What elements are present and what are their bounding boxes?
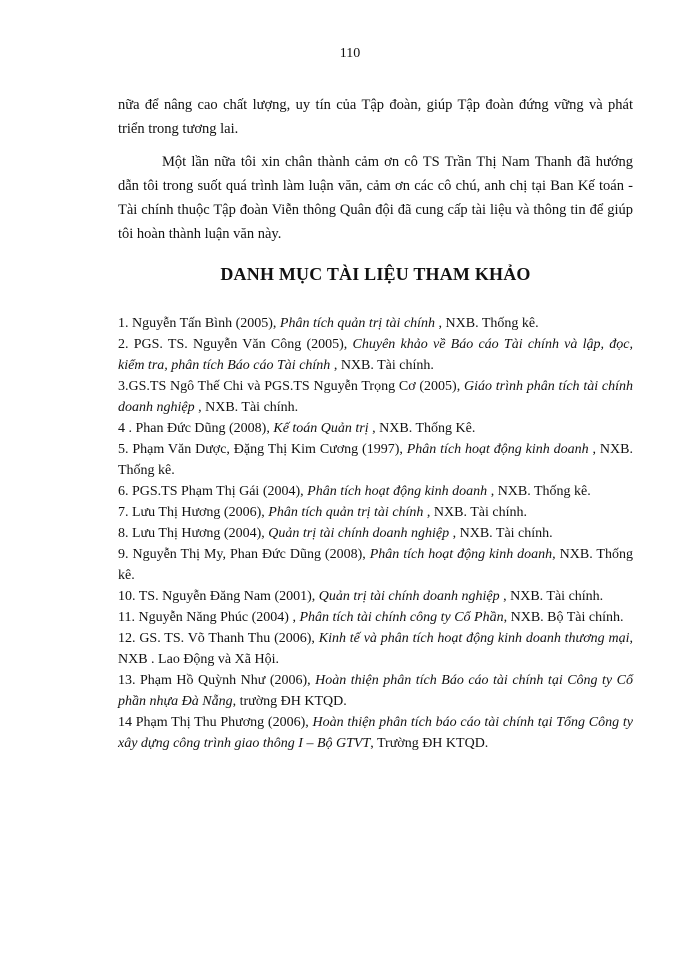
- intro-paragraph-2: Một lần nữa tôi xin chân thành cảm ơn cô TS Trần Thị Nam Thanh đã hướng dẫn tôi trong suốt quá trình làm luận văn, cảm ơn các cô chú, anh chị tại Ban Kế toán - Tài chính thuộc Tập đoàn Viễn thông Quân đội đã cung cấp tài liệu và thông tin để giúp tôi hoàn thành luận văn này.: [118, 154, 633, 242]
- reference-item-9: [118, 544, 633, 586]
- reference-author: 2. PGS. TS. Nguyễn Văn Công (2005),: [118, 337, 353, 352]
- reference-publisher: NXB. Thống kê.: [118, 547, 633, 583]
- reference-publisher: , NXB. Tài chính.: [194, 400, 299, 415]
- reference-publisher: , NXB. Thống kê.: [487, 484, 591, 499]
- reference-title: Kinh tế và phân tích hoạt động kinh doanh thương mại: [318, 631, 630, 646]
- reference-author: 13. Phạm Hồ Quỳnh Như (2006),: [118, 673, 316, 688]
- reference-author: 5. Phạm Văn Dược, Đặng Thị Kim Cương (1997),: [118, 442, 407, 457]
- reference-item-2: [118, 334, 633, 376]
- reference-author: 11. Nguyễn Năng Phúc (2004) ,: [118, 610, 300, 625]
- reference-item-4: [118, 418, 633, 439]
- reference-title: Giáo trình phân tích tài chính doanh nghiệp: [118, 379, 633, 415]
- intro-paragraph-1: nữa để nâng cao chất lượng, uy tín của Tập đoàn, giúp Tập đoàn đứng vững và phát triển trong tương lai.: [118, 97, 633, 137]
- reference-publisher: , NXB. Bộ Tài chính.: [503, 610, 624, 625]
- reference-publisher: , NXB. Tài chính.: [423, 505, 527, 520]
- reference-title: Hoàn thiện phân tích báo cáo tài chính tại Tổng Công ty xây dựng công trình giao thông I – Bộ GTVT: [118, 715, 634, 751]
- reference-author: 14 Phạm Thị Thu Phương (2006),: [118, 715, 313, 730]
- reference-author: 4 . Phan Đức Dũng (2008),: [118, 421, 274, 436]
- reference-item-11: [118, 607, 633, 628]
- references-heading: DANH MỤC TÀI LIỆU THAM KHẢO: [220, 264, 531, 284]
- reference-item-7: [118, 502, 633, 523]
- reference-title: Quản trị tài chính doanh nghiệp: [318, 589, 500, 604]
- reference-author: 8. Lưu Thị Hương (2004),: [118, 526, 269, 541]
- reference-author: 6. PGS.TS Phạm Thị Gái (2004),: [118, 484, 308, 499]
- reference-title: Phân tích hoạt động kinh doanh: [307, 484, 488, 499]
- references-list: [118, 313, 633, 754]
- reference-title: Kế toán Quản trị: [273, 421, 369, 436]
- reference-item-8: [118, 523, 633, 544]
- reference-title: Phân tích tài chính công ty Cổ Phần: [299, 610, 504, 625]
- reference-publisher: , trường ĐH KTQD.: [232, 694, 347, 709]
- reference-item-14: [118, 712, 633, 754]
- reference-item-13: [118, 670, 633, 712]
- reference-title: Quản trị tài chính doanh nghiệp: [268, 526, 450, 541]
- reference-author: 10. TS. Nguyễn Đăng Nam (2001),: [118, 589, 319, 604]
- reference-author: 12. GS. TS. Võ Thanh Thu (2006),: [118, 631, 319, 646]
- reference-publisher: , NXB. Thống kê.: [435, 316, 539, 331]
- reference-publisher: , NXB. Tài chính.: [499, 589, 604, 604]
- reference-item-12: [118, 628, 633, 670]
- reference-publisher: , NXB . Lao Động và Xã Hội.: [118, 631, 633, 667]
- reference-publisher: , NXB. Thống kê.: [118, 442, 633, 478]
- reference-item-6: [118, 481, 633, 502]
- reference-publisher: , NXB. Thống Kê.: [368, 421, 476, 436]
- reference-author: 3.GS.TS Ngô Thế Chi và PGS.TS Nguyễn Trọng Cơ (2005),: [118, 379, 464, 394]
- page-number: 110: [339, 46, 361, 61]
- reference-publisher: , NXB. Tài chính.: [330, 358, 434, 373]
- intro-section: [118, 93, 633, 255]
- reference-author: 1. Nguyễn Tấn Bình (2005),: [118, 316, 280, 331]
- reference-title: Phân tích hoạt động kinh doanh: [406, 442, 589, 457]
- reference-title: Hoàn thiện phân tích Báo cáo tài chính tại Công ty Cổ phần nhựa Đà Nẵng: [118, 673, 633, 709]
- reference-title: Phân tích quản trị tài chính: [279, 316, 436, 331]
- reference-publisher: , Trường ĐH KTQD.: [370, 736, 489, 751]
- reference-item-5: [118, 439, 633, 481]
- reference-title: Phân tích hoạt động kinh doanh,: [369, 547, 556, 562]
- reference-item-10: [118, 586, 633, 607]
- reference-publisher: , NXB. Tài chính.: [449, 526, 553, 541]
- reference-author: 9. Nguyễn Thị My, Phan Đức Dũng (2008),: [118, 547, 370, 562]
- reference-title: Phân tích quản trị tài chính: [268, 505, 424, 520]
- reference-title: Chuyên khảo về Báo cáo Tài chính và lập, đọc, kiểm tra, phân tích Báo cáo Tài chính: [118, 337, 633, 373]
- reference-item-1: [118, 313, 633, 334]
- reference-author: 7. Lưu Thị Hương (2006),: [118, 505, 269, 520]
- reference-item-3: [118, 376, 633, 418]
